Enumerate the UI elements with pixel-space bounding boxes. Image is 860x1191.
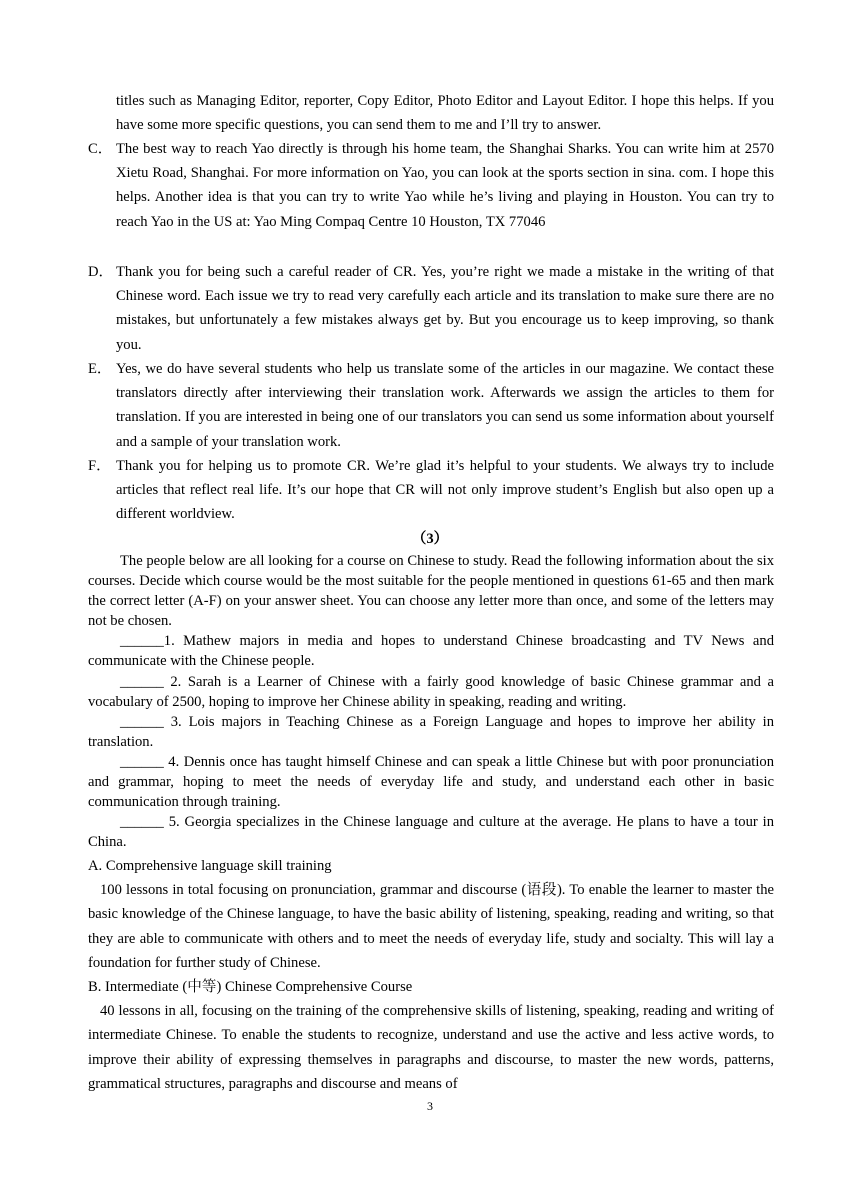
answer-label: C．	[88, 141, 113, 157]
answer-text: Thank you for helping us to promote CR. We’re glad it’s helpful to your students. We always try to include articles that reflect real life. It’s our hope that CR will not only improve student’s English but also open up a different worldview.	[116, 458, 774, 523]
continuation-paragraph: titles such as Managing Editor, reporter, Copy Editor, Photo Editor and Layout Editor. I hope this helps. If you have some more specific questions, you can send them to me and I’ll try to answer.	[116, 93, 774, 134]
answer-item-d	[88, 260, 774, 357]
reading-section	[88, 551, 774, 852]
page-number: 3	[427, 1099, 433, 1113]
question-1: ______1. Mathew majors in media and hopes to understand Chinese broadcasting and TV News and communicate with the Chinese people.	[88, 633, 774, 670]
answer-text: The best way to reach Yao directly is through his home team, the Shanghai Sharks. You can write him at 2570 Xietu Road, Shanghai. For more information on Yao, you can look at the sports section in sina. com. I hope this helps. Another idea is that you can try to write Yao while he’s living and playing in Houston. You can try to reach Yao in the US at: Yao Ming Compaq Centre 10 Houston, TX 77046	[116, 141, 774, 230]
course-a-title: A. Comprehensive language skill training	[88, 858, 332, 874]
answer-label: F．	[88, 458, 111, 474]
section-heading: （3）	[411, 531, 449, 547]
course-b-title: B. Intermediate (中等) Chinese Comprehensive Course	[88, 979, 413, 996]
answer-text: Yes, we do have several students who help us translate some of the articles in our magazine. We contact these translators directly after interviewing their translation work. Afterwards we assign the articles to them for translation. If you are interested in being one of our translators you can send us some information about yourself and a sample of your translation work.	[116, 361, 774, 450]
answer-item-f	[88, 454, 774, 527]
instructions-paragraph: The people below are all looking for a course on Chinese to study. Read the following information about the six courses. Decide which course would be the most suitable for the people mentioned in questions 61-65 and then mark the correct letter (A-F) on your answer sheet. You can choose any letter more than once, and some of the letters may not be chosen.	[88, 553, 774, 630]
answer-item-c	[88, 137, 774, 234]
answer-text: Thank you for being such a careful reader of CR. Yes, you’re right we made a mistake in the writing of that Chinese word. Each issue we try to read very carefully each article and its translation to make sure there are no mistakes, but unfortunately a few mistakes always get by. But you encourage us to keep improving, so thank you.	[116, 264, 774, 353]
answer-label: E．	[88, 361, 112, 377]
question-4: ______ 4. Dennis once has taught himself Chinese and can speak a little Chinese but with poor pronunciation and grammar, hoping to meet the needs of everyday life and study, and understand each other in basic communication through training.	[88, 753, 774, 811]
answer-label: D．	[88, 264, 114, 280]
course-a-body: 100 lessons in total focusing on pronunciation, grammar and discourse (语段). To enable the learner to master the basic knowledge of the Chinese language, to have the basic ability of listening, speaking, reading and writing, so that they are able to communicate with others and to meet the needs of everyday life, study and socialty. This will lay a foundation for further study of Chinese.	[88, 882, 774, 971]
course-b-body: 40 lessons in all, focusing on the training of the comprehensive skills of listening, speaking, reading and writing of intermediate Chinese. To enable the students to recognize, understand and use the active and less active words, to improve their ability of expressing themselves in paragraphs and discourse, to master the new words, patterns, grammatical structures, paragraphs and discourse and means of	[88, 1003, 774, 1092]
question-3: ______ 3. Lois majors in Teaching Chinese as a Foreign Language and hopes to improve her ability in translation.	[88, 713, 774, 750]
question-2: ______ 2. Sarah is a Learner of Chinese with a fairly good knowledge of basic Chinese grammar and a vocabulary of 2500, hoping to improve her Chinese ability in speaking, reading and writing.	[88, 673, 774, 710]
question-5: ______ 5. Georgia specializes in the Chinese language and culture at the average. He plans to have a tour in China.	[88, 814, 774, 851]
courses-section	[88, 854, 774, 1096]
answer-item-e	[88, 357, 774, 454]
